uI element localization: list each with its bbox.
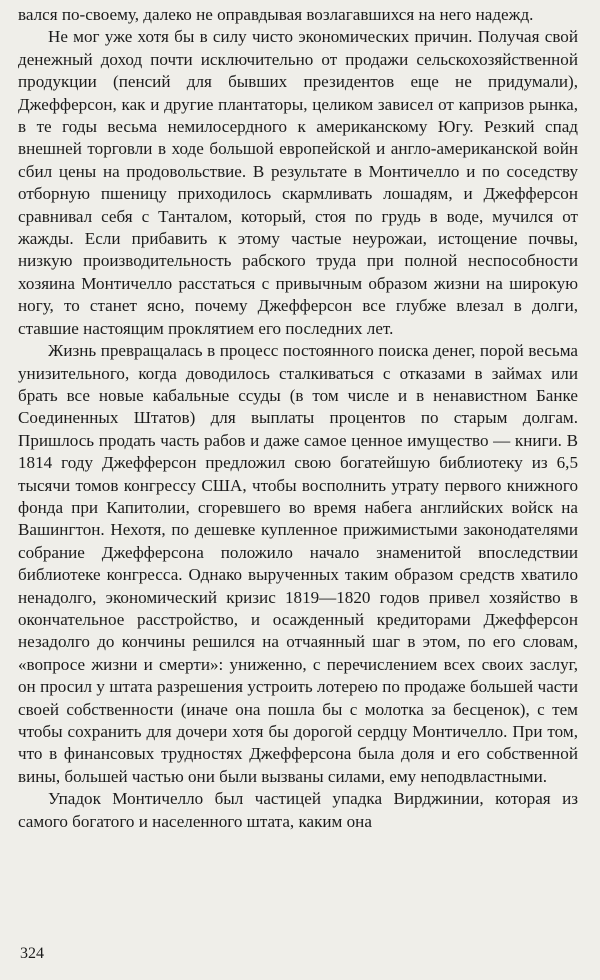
paragraph-continued: вался по-своему, далеко не оправдывая возлагавшихся на него надежд.	[18, 5, 534, 24]
paragraph-economic-reasons: Не мог уже хотя бы в силу чисто экономических причин. Получая свой денежный доход почти исключительно от продажи сельскохозяйственной продукции (пенсий для бывших президентов еще не придумали), Джефферсон, как и другие плантаторы, целиком зависел от капризов рынка, в те годы весьма немилосердного к американскому Югу. Резкий спад внешней торговли в ходе большой европейской и англо-американской войн сбил цены на продовольствие. В результате в Монтичелло и по соседству отборную пшеницу приходилось скармливать лошадям, и Джефферсон сравнивал себя с Танталом, который, стоя по грудь в воде, мучился от жажды. Если прибавить к этому частые неурожаи, истощение почвы, низкую производительность рабского труда при полной неспособности хозяина Монтичелло расстаться с привычным образом жизни на широкую ногу, то станет ясно, почему Джефферсон все глубже влезал в долги, ставшие настоящим проклятием его последних лет.	[18, 27, 578, 338]
paragraph-decline-of-monticello: Упадок Монтичелло был частицей упадка Вирджинии, которая из самого богатого и населенного штата, каким она	[18, 789, 578, 831]
page-number: 324	[20, 945, 44, 962]
paragraph-search-for-money: Жизнь превращалась в процесс постоянного поиска денег, порой весьма унизительного, когда доводилось сталкиваться с отказами в займах или брать все новые кабальные ссуды (в том числе и в ненавистном Банке Соединенных Штатов) для выплаты процентов по старым долгам. Пришлось продать часть рабов и даже самое ценное имущество — книги. В 1814 году Джефферсон предложил свою богатейшую библиотеку из 6,5 тысячи томов конгрессу США, чтобы восполнить утрату первого книжного фонда при Капитолии, сгоревшего во время набега английских войск на Вашингтон. Нехотя, по дешевке купленное прижимистыми законодателями собрание Джефферсона положило начало знаменитой впоследствии библиотеке конгресса. Однако вырученных таким образом средств хватило ненадолго, экономический кризис 1819—1820 годов привел хозяйство в окончательное расстройство, и осажденный кредиторами Джефферсон незадолго до кончины решился на отчаянный шаг в этом, по его словам, «вопросе жизни и смерти»: униженно, с перечислением всех своих заслуг, он просил у штата разрешения устроить лотерею по продаже большей части своей собственности (иначе она пошла бы с молотка за бесценок), с тем чтобы сохранить для дочери хотя бы дорогой сердцу Монтичелло. При том, что в финансовых трудностях Джефферсона была доля и его собственной вины, большей частью они были вызваны силами, ему неподвластными.	[18, 341, 578, 786]
